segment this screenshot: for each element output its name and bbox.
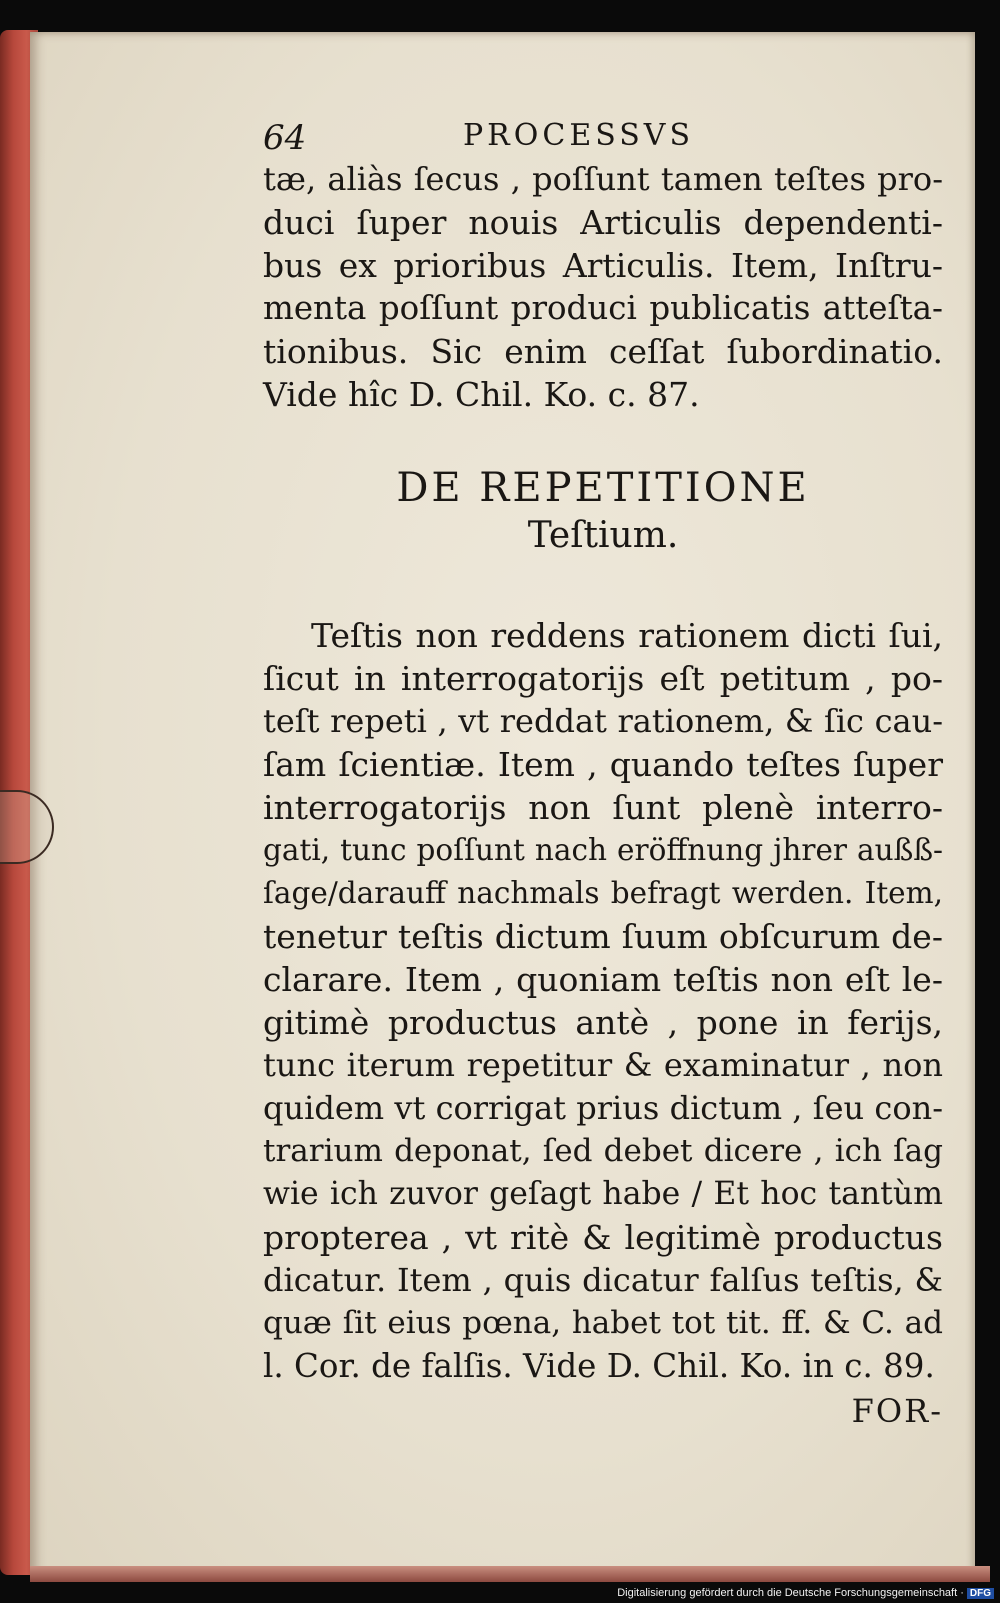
text-line: propterea , vt ritè & legitimè productus [263, 1218, 943, 1257]
text-line: l. Cor. de falſis. Vide D. Chil. Ko. in c. 89. [263, 1347, 935, 1385]
running-title: PROCESSVS [463, 118, 695, 153]
text-line: duci ſuper nouis Articulis dependenti- [263, 203, 943, 242]
text-line: teſt repeti , vt reddat rationem, & ſic cau- [263, 702, 943, 740]
digitization-credit [617, 1587, 994, 1599]
page-bottom-edge [30, 1566, 990, 1582]
text-line: tionibus. Sic enim ceſſat ſubordinatio. [263, 332, 943, 371]
text-line: Vide hîc D. Chil. Ko. c. 87. [263, 375, 700, 414]
text-line: gitimè productus antè , pone in ferijs, [263, 1003, 943, 1042]
text-line: bus ex prioribus Articulis. Item, Inſtru- [263, 246, 943, 285]
text-line: tæ, aliàs ſecus , poſſunt tamen teſtes pro- [263, 160, 943, 198]
text-block [263, 108, 943, 1430]
text-line: clarare. Item , quoniam teſtis non eſt le- [263, 960, 943, 999]
catchword: FOR- [851, 1392, 943, 1430]
text-line: interrogatorijs non ſunt plenè interro- [263, 788, 943, 827]
text-line: wie ich zuvor geſagt habe / Et hoc tantùm [263, 1176, 943, 1212]
text-line: ſam ſcientiæ. Item , quando teſtes ſuper [263, 745, 943, 784]
text-line: quæ ſit eius pœna, habet tot tit. ff. & C. ad [263, 1305, 943, 1341]
text-line: trarium deponat, ſed debet dicere , ich ſag [263, 1133, 943, 1169]
text-line: quidem vt corrigat prius dictum , ſeu con- [263, 1089, 943, 1127]
text-line: ſage/darauff nachmals befragt werden. Item, [263, 876, 943, 910]
page-number: 64 [263, 118, 307, 158]
text-line: Teſtis non reddens rationem dicti ſui, [311, 616, 943, 655]
text-line: tenetur teſtis dictum ſuum obſcurum de- [263, 917, 943, 956]
text-line: menta poſſunt produci publicatis atteſta- [263, 289, 943, 327]
dfg-logo: DFG [967, 1588, 994, 1599]
section-heading: DE REPETITIONE [396, 465, 810, 511]
section-subheading: Teſtium. [527, 515, 679, 556]
paragraph-main [263, 614, 943, 1430]
text-line: gati, tunc poſſunt nach eröffnung jhrer außß- [263, 833, 943, 867]
text-line: ſicut in interrogatorijs eſt petitum , po- [263, 659, 943, 698]
text-line: dicatur. Item , quis dicatur falſus teſtis, & [263, 1261, 943, 1299]
text-line: tunc iterum repetitur & examinatur , non [263, 1046, 943, 1084]
paragraph-continuation [263, 158, 943, 416]
credit-text: Digitalisierung gefördert durch die Deutsche Forschungsgemeinschaft · [617, 1587, 964, 1599]
running-head [263, 108, 943, 158]
